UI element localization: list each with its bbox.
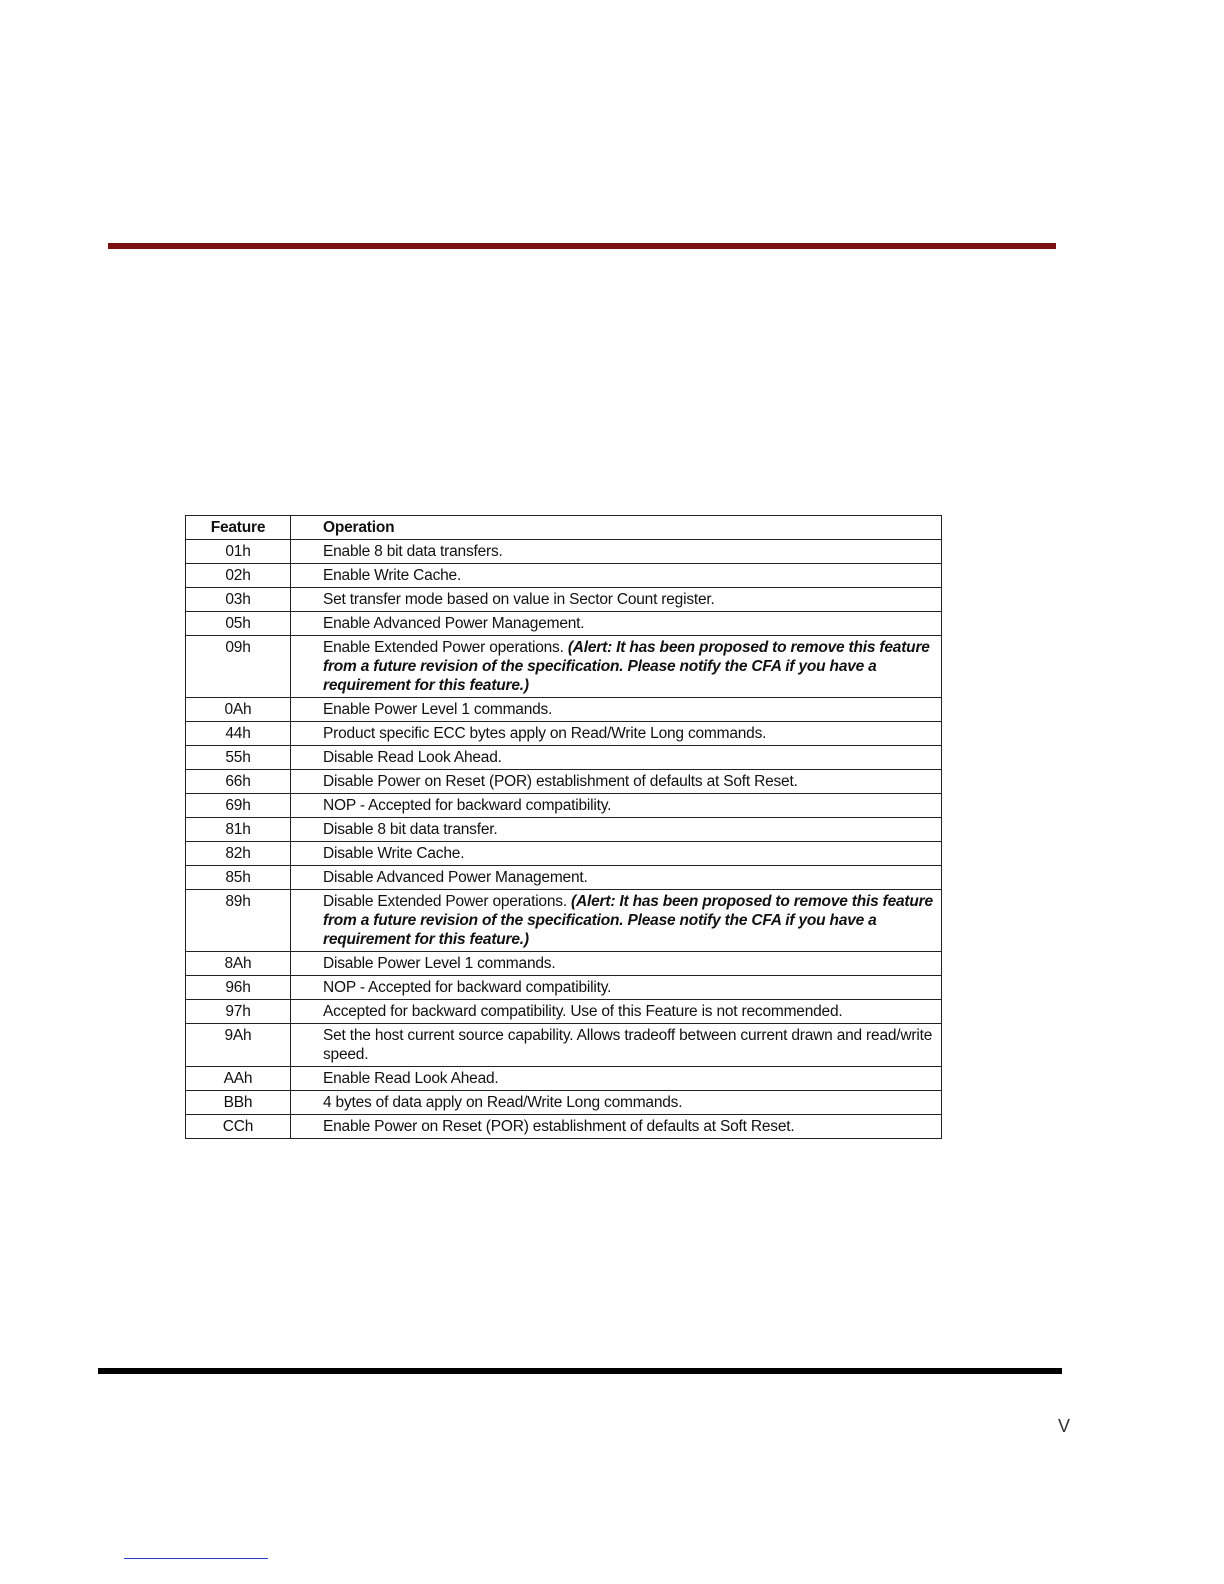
- operation-cell: [291, 794, 942, 818]
- operation-text: Disable Write Cache.: [323, 845, 465, 862]
- column-header-operation: Operation: [291, 516, 942, 540]
- operation-cell: [291, 636, 942, 698]
- operation-text: Enable Write Cache.: [323, 567, 462, 584]
- operation-text: NOP - Accepted for backward compatibility.: [323, 797, 612, 814]
- set-features-table: [185, 515, 942, 1139]
- operation-text: Disable Power on Reset (POR) establishment of defaults at Soft Reset.: [323, 773, 798, 790]
- page-number: V: [1058, 1416, 1071, 1436]
- operation-cell: [291, 770, 942, 794]
- operation-text: Disable Power Level 1 commands.: [323, 955, 556, 972]
- operation-text: Disable 8 bit data transfer.: [323, 821, 498, 838]
- table-row: [186, 612, 942, 636]
- operation-cell: [291, 842, 942, 866]
- feature-code-cell: CCh: [186, 1115, 291, 1139]
- table-row: [186, 794, 942, 818]
- feature-code-cell: 9Ah: [186, 1024, 291, 1067]
- header-rule: [108, 243, 1056, 249]
- operation-cell: [291, 976, 942, 1000]
- operation-text: Accepted for backward compatibility. Use of this Feature is not recommended.: [323, 1003, 843, 1020]
- feature-code-cell: 96h: [186, 976, 291, 1000]
- operation-text: Enable 8 bit data transfers.: [323, 543, 503, 560]
- table-row: [186, 588, 942, 612]
- feature-code-cell: BBh: [186, 1091, 291, 1115]
- operation-text: Disable Read Look Ahead.: [323, 749, 502, 766]
- table-row: [186, 1091, 942, 1115]
- table-row: [186, 698, 942, 722]
- operation-cell: [291, 722, 942, 746]
- table-header-row: [186, 516, 942, 540]
- footer-rule: [98, 1368, 1062, 1374]
- operation-cell: [291, 588, 942, 612]
- table-row: [186, 842, 942, 866]
- deprecation-alert: (Alert: It has been proposed to remove this feature from a future revision of the specification. Please notify the CFA if you have a requirement for this feature.): [323, 893, 933, 948]
- operation-text: 4 bytes of data apply on Read/Write Long commands.: [323, 1094, 683, 1111]
- operation-cell: [291, 698, 942, 722]
- feature-code-cell: 66h: [186, 770, 291, 794]
- operation-text: Enable Read Look Ahead.: [323, 1070, 499, 1087]
- table-row: [186, 1115, 942, 1139]
- operation-text: Enable Power Level 1 commands.: [323, 701, 553, 718]
- feature-code-cell: 0Ah: [186, 698, 291, 722]
- column-header-feature: Feature: [186, 516, 291, 540]
- operation-text: Product specific ECC bytes apply on Read/Write Long commands.: [323, 725, 767, 742]
- feature-code-cell: 69h: [186, 794, 291, 818]
- operation-text: Set the host current source capability. Allows tradeoff between current drawn and read/write speed.: [323, 1027, 933, 1063]
- feature-code-cell: 85h: [186, 866, 291, 890]
- operation-cell: [291, 1000, 942, 1024]
- operation-cell: [291, 818, 942, 842]
- table-row: [186, 866, 942, 890]
- deprecation-alert: (Alert: It has been proposed to remove this feature from a future revision of the specification. Please notify the CFA if you have a requirement for this feature.): [323, 639, 930, 694]
- footnote-separator: [124, 1558, 268, 1559]
- feature-code-cell: 44h: [186, 722, 291, 746]
- table-row: [186, 818, 942, 842]
- table-row: [186, 1024, 942, 1067]
- table-row: [186, 636, 942, 698]
- operation-cell: [291, 564, 942, 588]
- feature-code-cell: 82h: [186, 842, 291, 866]
- operation-cell: [291, 866, 942, 890]
- operation-text: Disable Extended Power operations.: [323, 893, 567, 910]
- operation-text: Enable Advanced Power Management.: [323, 615, 585, 632]
- operation-cell: [291, 890, 942, 952]
- feature-code-cell: AAh: [186, 1067, 291, 1091]
- operation-text: Disable Advanced Power Management.: [323, 869, 588, 886]
- feature-code-cell: 09h: [186, 636, 291, 698]
- table-row: [186, 540, 942, 564]
- operation-cell: [291, 952, 942, 976]
- operation-cell: [291, 746, 942, 770]
- feature-code-cell: 8Ah: [186, 952, 291, 976]
- feature-code-cell: 02h: [186, 564, 291, 588]
- operation-cell: [291, 540, 942, 564]
- table-row: [186, 746, 942, 770]
- table-row: [186, 952, 942, 976]
- operation-cell: [291, 1091, 942, 1115]
- operation-cell: [291, 1115, 942, 1139]
- table-row: [186, 722, 942, 746]
- table-row: [186, 770, 942, 794]
- feature-code-cell: 81h: [186, 818, 291, 842]
- table-row: [186, 976, 942, 1000]
- table-body: [186, 540, 942, 1139]
- operation-text: Set transfer mode based on value in Sector Count register.: [323, 591, 715, 608]
- feature-code-cell: 05h: [186, 612, 291, 636]
- table-row: [186, 890, 942, 952]
- operation-text: NOP - Accepted for backward compatibility.: [323, 979, 612, 996]
- table-row: [186, 564, 942, 588]
- feature-code-cell: 01h: [186, 540, 291, 564]
- operation-text: Enable Extended Power operations.: [323, 639, 564, 656]
- operation-cell: [291, 1067, 942, 1091]
- operation-text: Enable Power on Reset (POR) establishment of defaults at Soft Reset.: [323, 1118, 795, 1135]
- feature-code-cell: 03h: [186, 588, 291, 612]
- operation-cell: [291, 1024, 942, 1067]
- feature-code-cell: 97h: [186, 1000, 291, 1024]
- feature-code-cell: 55h: [186, 746, 291, 770]
- operation-cell: [291, 612, 942, 636]
- feature-code-cell: 89h: [186, 890, 291, 952]
- table-row: [186, 1067, 942, 1091]
- table-row: [186, 1000, 942, 1024]
